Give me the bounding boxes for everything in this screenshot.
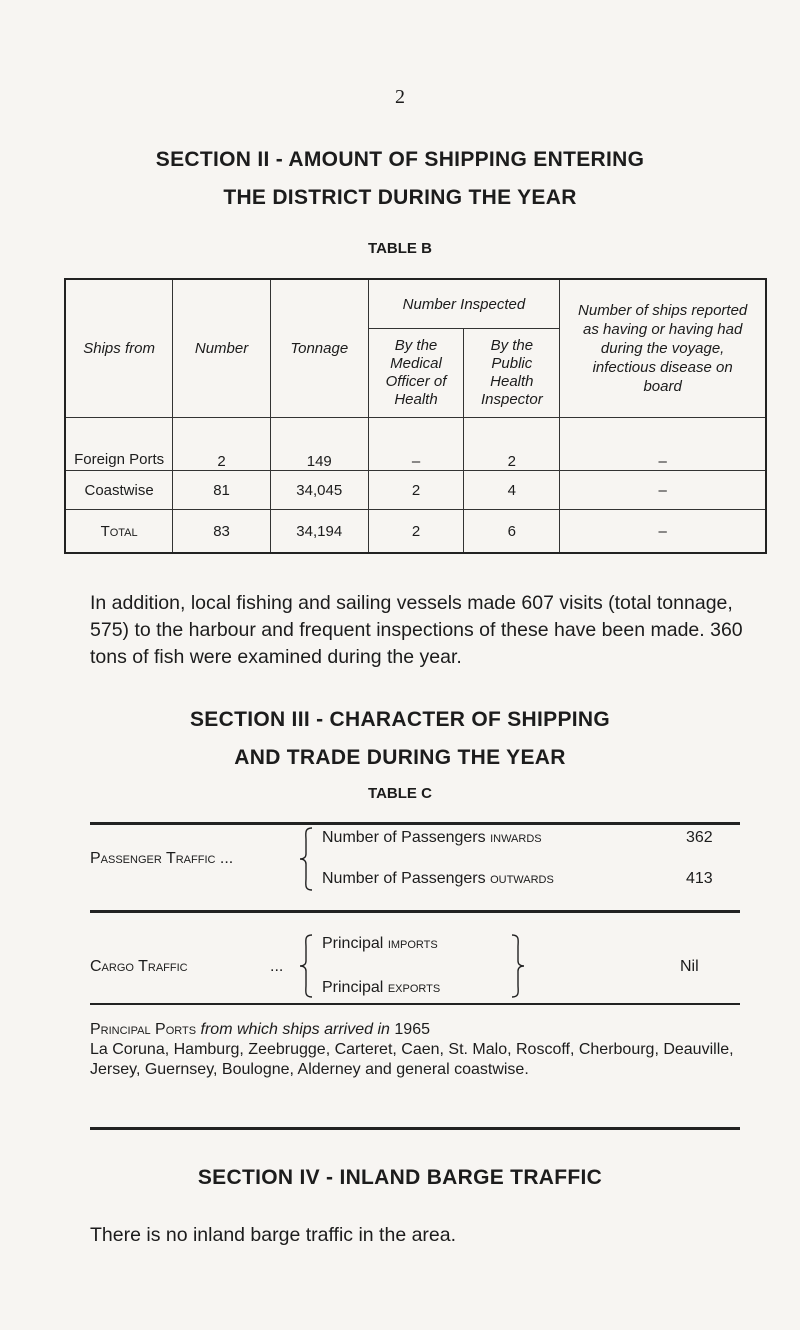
table-row <box>65 471 766 510</box>
passengers-outwards-value: 413 <box>686 870 713 887</box>
ports-year: 1965 <box>394 1021 430 1038</box>
section-4-heading: SECTION IV - INLAND BARGE TRAFFIC <box>197 1166 603 1189</box>
cell-number: 2 <box>173 418 271 471</box>
ports-heading-rest: from which ships arrived in <box>200 1021 390 1038</box>
table-row <box>65 418 766 471</box>
table-b-label: TABLE B <box>368 240 432 257</box>
cell-from: Coastwise <box>65 471 173 510</box>
col-by-public-health-inspector: By the Public Health Inspector <box>464 329 560 418</box>
col-number-inspected: Number Inspected <box>368 279 560 329</box>
passengers-inwards-value: 362 <box>686 829 713 846</box>
ports-list: La Coruna, Hamburg, Zeebrugge, Carteret, Caen, St. Malo, Roscoff, Cherbourg, Deauville, Jersey, Guernsey, Boulogne, Alderney and general coastwise. <box>90 1041 734 1078</box>
table-b <box>64 278 767 554</box>
ports-heading: Principal Ports <box>90 1021 197 1038</box>
col-ships-from: Ships from <box>65 279 173 418</box>
barge-traffic-text: There is no inland barge traffic in the area. <box>90 1224 457 1246</box>
divider <box>90 1127 740 1130</box>
cell-infectious: – <box>560 510 766 554</box>
principal-imports-label: Principal imports <box>322 935 438 952</box>
principal-ports <box>90 1020 750 1080</box>
cell-from: Total <box>65 510 173 554</box>
cell-inspector: 6 <box>464 510 560 554</box>
cargo-traffic-label: Cargo Traffic <box>90 958 188 975</box>
divider <box>90 1003 740 1005</box>
principal-exports-label: Principal exports <box>322 979 441 996</box>
cell-tonnage: 34,194 <box>270 510 368 554</box>
left-brace-icon <box>298 826 314 892</box>
cell-inspector: 4 <box>464 471 560 510</box>
page-number: 2 <box>395 86 405 108</box>
divider <box>90 822 740 825</box>
cell-from: Foreign Ports <box>65 418 173 471</box>
cell-number: 81 <box>173 471 271 510</box>
cell-infectious: – <box>560 418 766 471</box>
fishing-vessels-paragraph: In addition, local fishing and sailing vessels made 607 visits (total tonnage, 575) to the harbour and frequent inspections of these have been made. 360 tons of fish were examined during the year. <box>90 592 743 668</box>
cell-number: 83 <box>173 510 271 554</box>
cell-tonnage: 34,045 <box>270 471 368 510</box>
cell-infectious: – <box>560 471 766 510</box>
passengers-inwards-label: Number of Passengers inwards <box>322 829 542 846</box>
section-3-heading-line-2: AND TRADE DURING THE YEAR <box>234 746 566 769</box>
cargo-value: Nil <box>680 958 699 975</box>
table-row <box>65 510 766 554</box>
col-number: Number <box>173 279 271 418</box>
passengers-outwards-label: Number of Passengers outwards <box>322 870 554 887</box>
cell-medical: 2 <box>368 510 464 554</box>
right-brace-icon <box>510 933 526 999</box>
cell-tonnage: 149 <box>270 418 368 471</box>
col-tonnage: Tonnage <box>270 279 368 418</box>
section-2-heading-line-2: THE DISTRICT DURING THE YEAR <box>223 186 577 209</box>
section-2-heading-line-1: SECTION II - AMOUNT OF SHIPPING ENTERING <box>155 148 645 171</box>
section-3-heading-line-1: SECTION III - CHARACTER OF SHIPPING <box>189 708 611 731</box>
table-c-label: TABLE C <box>368 785 432 802</box>
left-brace-icon <box>298 933 314 999</box>
divider <box>90 910 740 913</box>
cell-medical: – <box>368 418 464 471</box>
col-by-medical-officer: By the Medical Officer of Health <box>368 329 464 418</box>
col-infectious: Number of ships reported as having or having had during the voyage, infectious disease on board <box>560 279 766 418</box>
passenger-traffic-label: Passenger Traffic ... <box>90 850 234 867</box>
cell-medical: 2 <box>368 471 464 510</box>
cell-inspector: 2 <box>464 418 560 471</box>
cargo-dots: ... <box>270 958 284 975</box>
